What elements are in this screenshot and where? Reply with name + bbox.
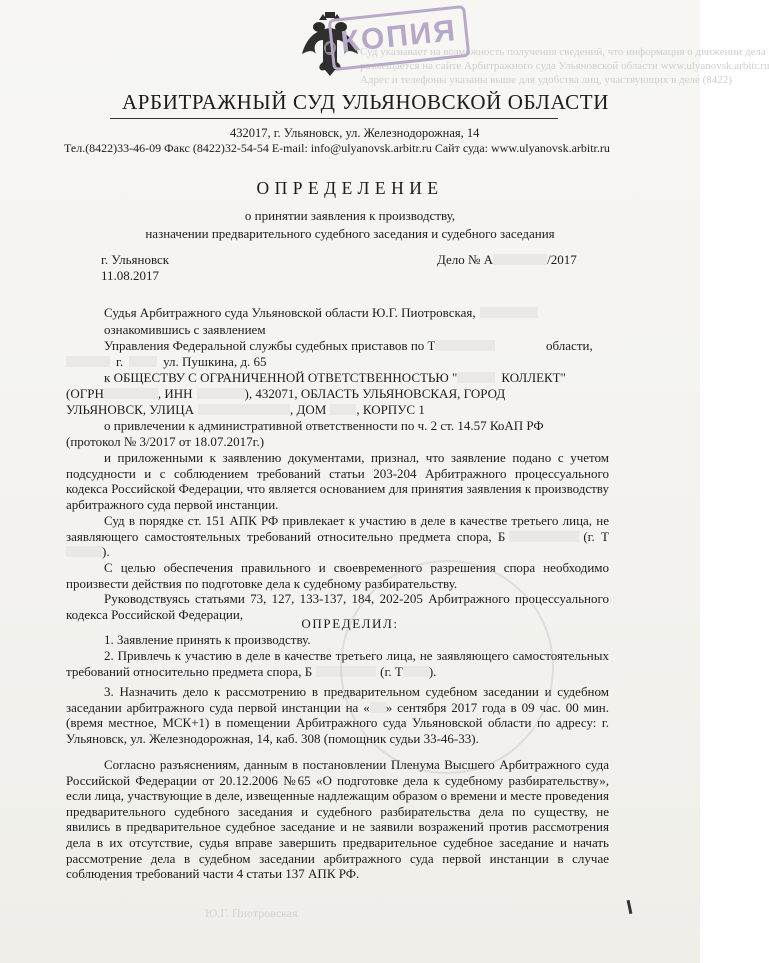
redacted-block [129,356,157,367]
faint-seal [340,560,554,774]
third-party-city: (г. [583,528,595,544]
bleed-through-line: Суд указывает на возможность получения сведений, что информация о движении дела [360,46,766,58]
third-party-city-initial: Т [601,528,609,544]
redacted-block [197,388,245,399]
court-address: 432017, г. Ульяновск, ул. Железнодорожная, 14 [230,126,480,140]
case-label: Дело № А [437,252,494,267]
liability-line1: о привлечении к административной ответственности по ч. 2 ст. 14.57 КоАП РФ [104,418,544,433]
applicant-line2 [66,354,267,370]
preparation-paragraph: С целью обеспечения правильного и своевременного разрешения спора необходимо произвести действия по подготовке дела к судебному разбирательству. [66,560,609,591]
respondent-line2 [66,386,505,402]
court-contacts: Тел.(8422)33-46-09 Факс (8422)32-54-54 E-mail: info@ulyanovsk.arbitr.ru Сайт суда: www.ulyanovsk.arbitr.ru [64,141,610,155]
respondent-inn: , ИНН [157,386,193,401]
third-party-paragraph [66,513,609,560]
guided-paragraph: Руководствуясь статьями 73, 127, 133-137, 184, 202-205 Арбитражного процессуального кодекса Российской Федерации, [66,591,609,622]
bleed-through-line: Адрес и телефоны указаны выше для удобства лиц, участвующих в деле (8422) [360,74,732,86]
document-date: 11.08.2017 [101,268,160,283]
redacted-block [198,404,290,415]
applicant-line1 [104,338,495,354]
redacted-block [66,356,110,367]
order-item-3-text: 3. Назначить дело к рассмотрению в предварительном судебном заседании и судебном заседании арбитражного суда первой инстанции на « [66,684,609,715]
order-item-3-details: » сентября 2017 года в 09 час. 00 мин. (время местное, МСК+1) в помещении Арбитражного суда Ульяновской области по адресу: г. Ульяновск, ул. Железнодорожная, 14, каб. 308 (помощник судьи 33-46-33). [66,699,609,746]
respondent-building: , КОРПУС 1 [356,402,425,417]
document-title: ОПРЕДЕЛЕНИЕ [256,178,444,198]
respondent-name: к ОБЩЕСТВУ С ОГРАНИЧЕННОЙ ОТВЕТСТВЕННОСТЬЮ " [104,370,458,385]
judge-text: Судья Арбитражного суда Ульяновской области Ю.Г. Пиотровская, [104,305,476,320]
decided-heading: ОПРЕДЕЛИЛ: [301,616,399,631]
respondent-line1 [104,370,566,386]
respondent-house: , ДОМ [290,402,327,417]
respondent-name-end: КОЛЛЕКТ" [501,370,566,385]
liability-line2: (протокол № 3/2017 от 18.07.2017г.) [66,434,265,449]
redacted-block [66,546,102,557]
order-item-1: 1. Заявление принять к производству. [104,632,311,647]
clarification-paragraph: Согласно разъяснениям, данным в постановлении Пленума Высшего Арбитражного суда Российской Федерации от 20.12.2006 №65 «О подготовке дела к судебному разбирательству», если лица, участвующие в деле, извещенные надлежащим образом о времени и месте проведения предварительного судебного заседания и судебного разбирательства дела по существу, не явились в предварительное судебное заседание и не заявили возражений против рассмотрения дела в их отсутствие, судья вправе завершить предварительное судебное заседание и начать рассмотрение дела в судебном заседании арбитражного суда первой инстанции в случае соблюдения требований части 4 статьи 137 АПК РФ. [66,757,609,882]
third-party-end: ). [102,544,110,560]
city: г. Ульяновск [101,252,170,267]
document-subtitle-line1: о принятии заявления к производству, [244,208,456,223]
order-item-2-end: ). [428,663,437,679]
bleed-through-signature: Ю.Г. Пиотровская [205,906,298,920]
redacted-block [493,254,547,265]
acceptance-paragraph: и приложенными к заявлению документами, признал, что заявление подано с учетом подсудности и с соблюдением требований статьи 203-204 Арбитражного процессуального кодекса Российской Федерации, что является основанием для принятия заявления к производству арбитражного суда первой инстанции. [66,450,609,512]
header-divider [110,118,558,119]
respondent-address: ), 432071, ОБЛАСТЬ УЛЬЯНОВСКАЯ, ГОРОД [244,386,506,401]
case-number [437,252,577,268]
order-item-2-city: (г. Т [380,663,403,679]
order-item-2-text: 2. Привлечь к участию в деле в качестве третьего лица, не заявляющего самостоятельных требований относительно предмета спора, Б [66,648,609,679]
applicant-street: ул. Пушкина, д. 65 [163,354,267,369]
bleed-through-line: размещается на сайте Арбитражного суда Ульяновской области www.ulyanovsk.arbitr.ru [360,60,769,72]
applicant-region: области, [546,338,593,353]
redacted-block [480,307,538,318]
redacted-block [509,531,579,542]
applicant-city: г. [116,354,124,369]
redacted-block [104,388,158,399]
document-subtitle-line2: назначении предварительного судебного заседания и судебного заседания [145,226,555,241]
copy-stamp: КОПИЯ [328,5,471,71]
third-party-text: Суд в порядке ст. 151 АПК РФ привлекает к участию в деле в качестве третьего лица, не заявляющего самостоятельных требований относительно предмета спора, Б [66,513,609,544]
respondent-line3 [66,402,425,418]
judge-line [104,305,538,321]
redacted-block [330,404,356,415]
familiar-line: ознакомившись с заявлением [104,322,266,337]
case-year: /2017 [547,252,577,267]
respondent-ogrn: (ОГРН [66,386,104,401]
redacted-block [457,372,495,383]
scan-mark [627,900,633,914]
respondent-street: УЛЬЯНОВСК, УЛИЦА [66,402,195,417]
applicant-text: Управления Федеральной службы судебных приставов по Т [104,338,436,353]
court-name: АРБИТРАЖНЫЙ СУД УЛЬЯНОВСКОЙ ОБЛАСТИ [122,90,609,114]
redacted-block [435,340,495,351]
